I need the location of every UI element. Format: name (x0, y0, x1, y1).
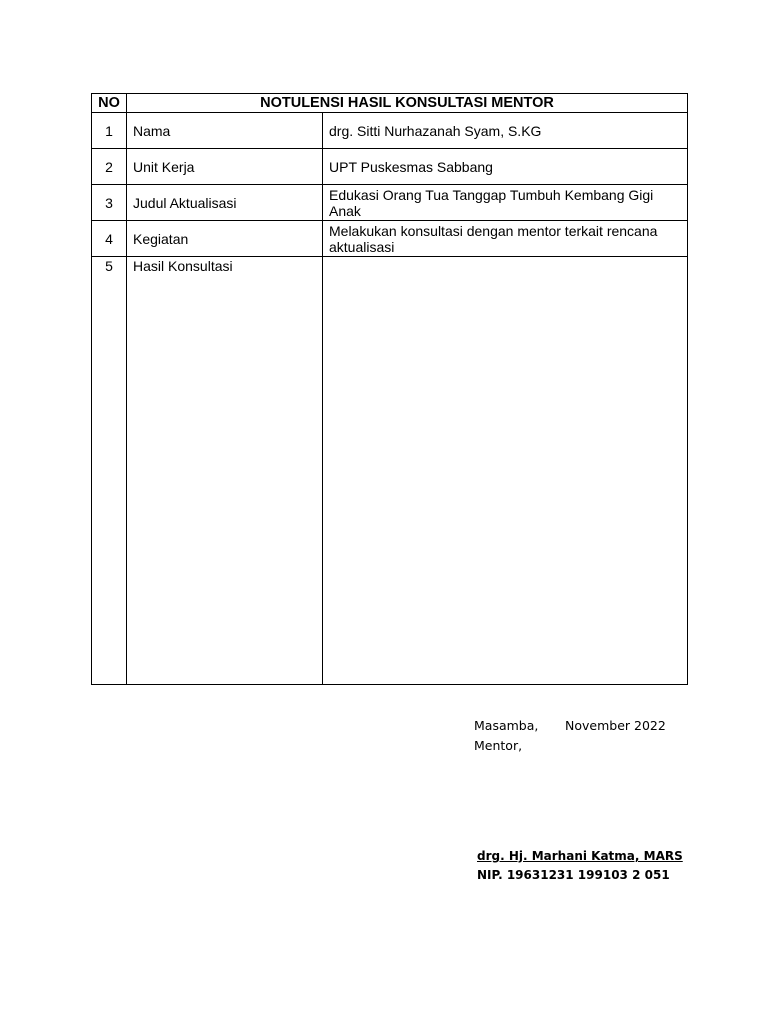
row-label: Judul Aktualisasi (127, 185, 323, 221)
mentor-name: drg. Hj. Marhani Katma, MARS (477, 849, 683, 863)
table-row (92, 185, 688, 221)
signature-place: Masamba, (474, 718, 539, 733)
table-row (92, 149, 688, 185)
table-row (92, 221, 688, 257)
row-number: 2 (92, 149, 127, 185)
row-label: Nama (127, 113, 323, 149)
mentor-nip: NIP. 19631231 199103 2 051 (477, 868, 670, 882)
row-value: Edukasi Orang Tua Tanggap Tumbuh Kembang Gigi Anak (323, 185, 688, 221)
place-date-line (474, 716, 734, 736)
row-value: Melakukan konsultasi dengan mentor terkait rencana aktualisasi (323, 221, 688, 257)
table-header-row (92, 94, 688, 113)
consultation-result-area (323, 257, 688, 685)
row-value: drg. Sitti Nurhazanah Syam, S.KG (323, 113, 688, 149)
row-number: 5 (92, 257, 127, 685)
row-value: UPT Puskesmas Sabbang (323, 149, 688, 185)
row-label: Kegiatan (127, 221, 323, 257)
signature-date: November 2022 (565, 718, 666, 733)
signature-block (474, 716, 734, 756)
row-number: 3 (92, 185, 127, 221)
table-row (92, 113, 688, 149)
row-label: Hasil Konsultasi (127, 257, 323, 685)
row-label: Unit Kerja (127, 149, 323, 185)
table-row-consultation-result (92, 257, 688, 685)
signature-role: Mentor, (474, 738, 523, 753)
row-number: 1 (92, 113, 127, 149)
row-number: 4 (92, 221, 127, 257)
consultation-notes-table (91, 93, 688, 685)
header-no: NO (92, 94, 127, 113)
header-title: NOTULENSI HASIL KONSULTASI MENTOR (127, 94, 688, 113)
